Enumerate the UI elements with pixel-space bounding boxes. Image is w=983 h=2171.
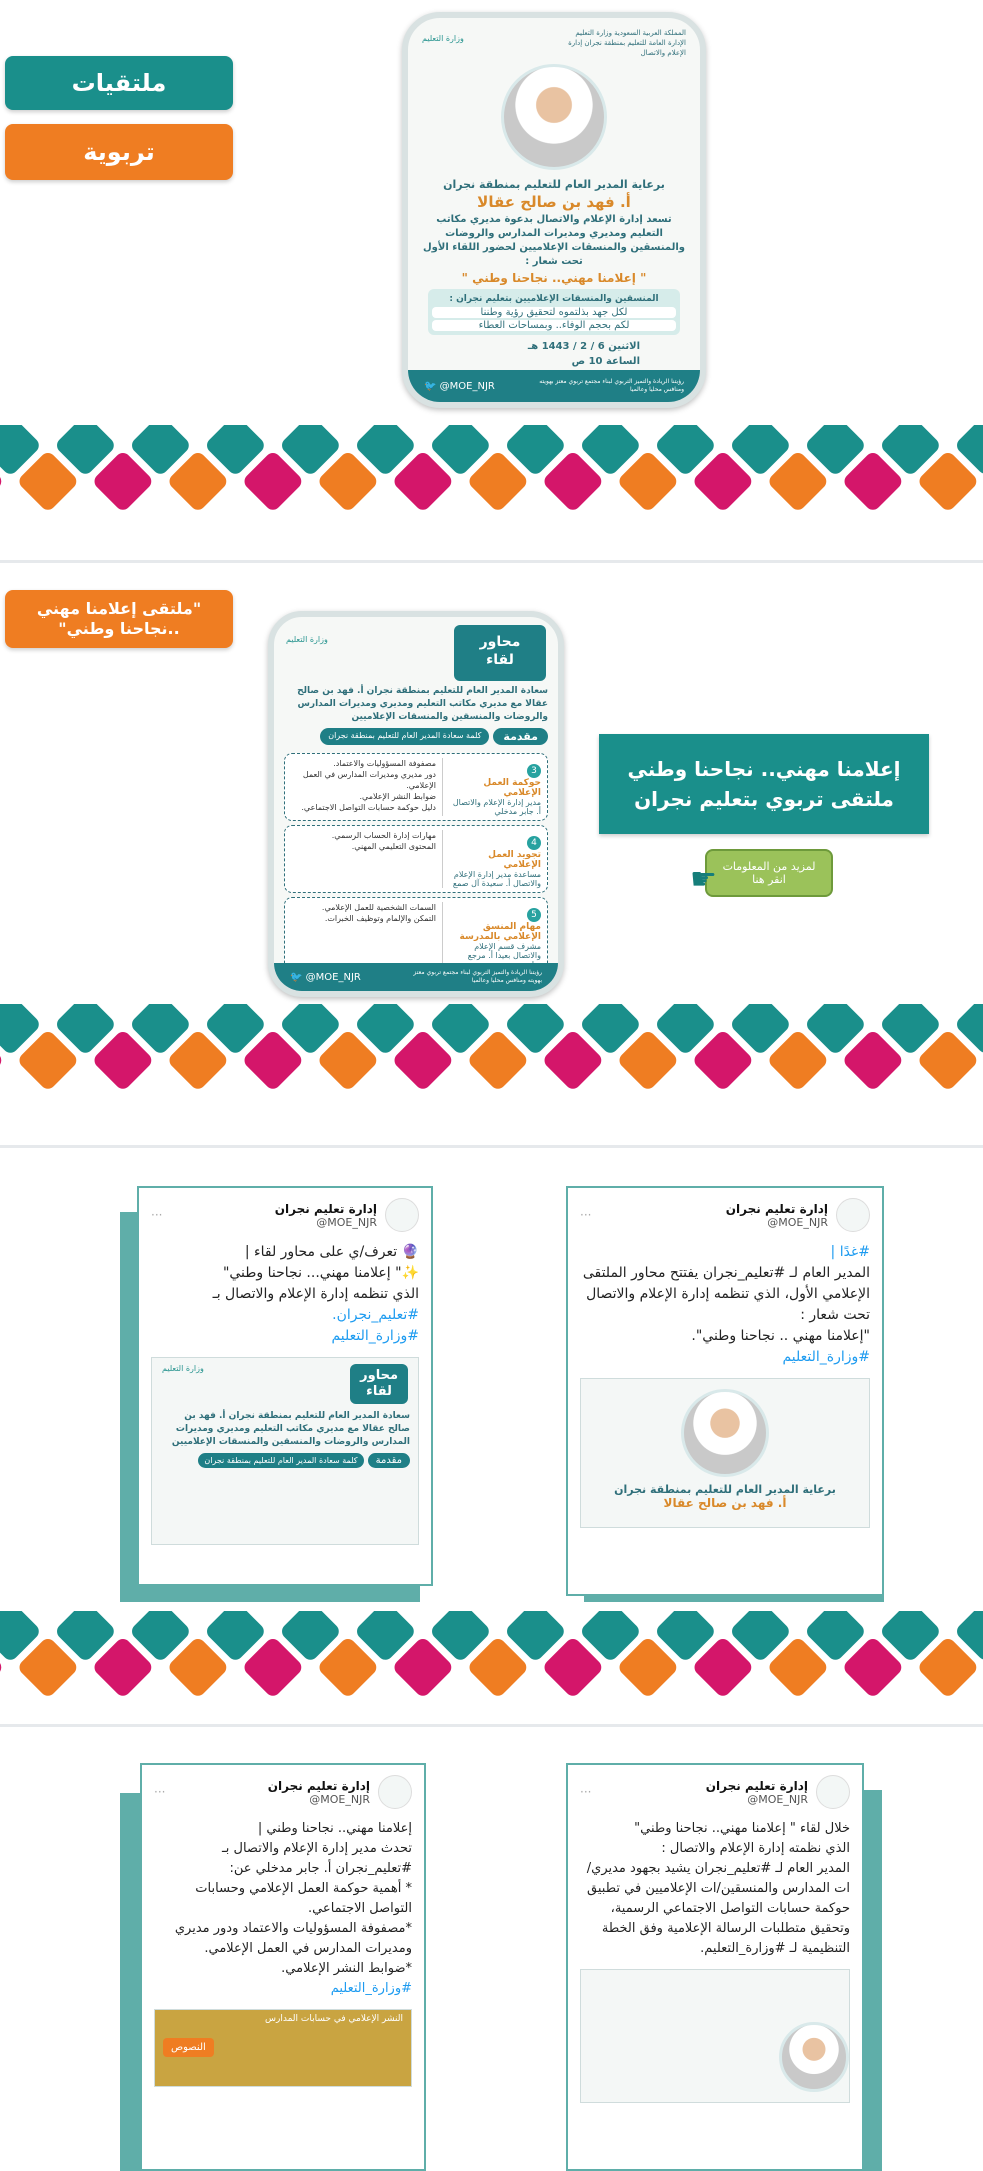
invite-text: تسعد إدارة الإعلام والاتصال بدعوة مديري مكاتب التعليم ومديري ومديرات المدارس والروضات والمنسقين والمنسقات الإعلاميين لحضور اللقاء الأول تحت شعار : [423,214,685,267]
twitter-icon: 🐦 [424,380,440,392]
badge-line-2: لقاء [366,1384,392,1399]
topic-speaker: مشرف قسم الإعلام والاتصال بعيدا أ. مرجع [467,942,541,960]
vision-text: رؤيتنا الريادة والتميز التربوي لبناء مجتمع تربوي معتز بهويته ومنافس محليا وعالميا [539,378,684,393]
thanks-box [428,289,680,335]
twitter-handle-text: @MOE_NJR [305,971,361,983]
director-photo [681,1389,769,1477]
more-options-icon[interactable]: ··· [151,1208,163,1222]
tweet-line: الذي نظمته إدارة الإعلام والاتصال : [661,1841,850,1856]
director-photo [501,64,607,170]
topic-point: مصفوفة المسؤوليات والاعتماد. [333,759,436,768]
education-button[interactable]: تربوية [5,124,233,180]
topic-title: تجويد العمل الإعلامي [488,850,541,870]
topic-point: المحتوى التعليمي المهني. [351,842,436,851]
ministry-logo-icon [836,1198,870,1232]
tag-word: كلمة سعادة المدير العام للتعليم بمنطقة نجران [198,1453,363,1468]
tweet-line: إعلامنا مهني.. نجاحنا وطني | [257,1821,412,1836]
more-options-icon[interactable]: ··· [580,1785,592,1799]
tweet-line: #تعليم_نجران أ. جابر مدخلي عن: [229,1861,412,1876]
tweet-line: *مصفوفة المسؤوليات والاعتماد ودور مديري ومديرات المدارس في العمل الإعلامي. [174,1921,412,1956]
image-title: النشر الإعلامي في حسابات المدارس [265,2014,403,2024]
tag-intro: مقدمة [493,728,548,745]
tweet-handle: @MOE_NJR [316,1215,377,1229]
intro-tags [152,1449,418,1472]
tweet-line[interactable]: #وزارة_التعليم [331,1328,419,1344]
tweet-line: خلال لقاء " إعلامنا مهني.. نجاحنا وطني" [634,1821,850,1836]
tweet-image[interactable] [580,1969,850,2103]
tweet-line: "إعلامنا مهني .. نجاحنا وطني". [691,1328,870,1344]
tweet-body [151,1242,419,1347]
info-line-1: إعلامنا مهني.. نجاحنا وطني [627,757,901,781]
topic-point: دور مديري ومديرات المدارس في العمل الإعلامي. [302,770,436,790]
twitter-handle [290,972,361,983]
topic-heading [449,758,541,816]
event-time: الساعة 10 ص [571,356,640,367]
forum-info-box [599,734,929,834]
ministry-logo-icon: وزارة التعليم [286,635,328,644]
topics-intro: سعادة المدير العام للتعليم بمنطقة نجران أ. فهد بن صالح عقالا مع مديري مكاتب التعليم ومديري ومديرات المدارس والروضات والمنسقين والمنسقات الإعلاميين [297,686,548,722]
ministry-logo-icon [816,1775,850,1809]
tweet-line[interactable]: #وزارة_التعليم [782,1349,870,1365]
twitter-handle [424,381,495,392]
twitter-icon: 🐦 [290,971,306,983]
slogan-text: " إعلامنا مهني.. نجاحنا وطني " [461,271,647,285]
poster-header [408,18,700,58]
topics-badge [454,625,546,681]
topic-speaker: مساعدة مدير إدارة الإعلام والاتصال أ. سعيدة آل صمع [452,870,541,888]
patronage-text: برعاية المدير العام للتعليم بمنطقة نجران [443,178,665,191]
tweet-line: الذي تنظمه إدارة الإعلام والاتصال بـ [212,1286,419,1302]
tweet-body [580,1242,870,1368]
more-info-line-1: لمزيد من المعلومات [722,860,816,873]
tweet-line: *ضوابط النشر الإعلامي. [281,1961,412,1976]
pointing-hand-icon: ☛ [690,862,717,897]
topic-number: 3 [527,764,541,778]
twitter-handle-text: @MOE_NJR [439,380,495,392]
tweet-author: إدارة تعليم نجران [705,1778,808,1793]
ministry-logo-icon: وزارة التعليم [422,34,464,43]
decorative-band-2 [0,1004,983,1134]
tag-word: كلمة سعادة المدير العام للتعليم بمنطقة نجران [320,728,489,745]
badge-line-1: محاور [360,1368,398,1383]
topic-point: مهارات إدارة الحساب الرسمي. [331,831,436,840]
topics-badge [350,1364,408,1404]
invitation-poster [402,12,706,408]
ministry-text: المملكة العربية السعودية وزارة التعليم الإدارة العامة للتعليم بمنطقة نجران إدارة الإعلام والاتصال [568,29,686,57]
decorative-band-3 [0,1611,983,1741]
image-name: أ. فهد بن صالح عقالا [663,1496,787,1510]
tweet-body [154,1819,412,1999]
more-options-icon[interactable]: ··· [154,1785,166,1799]
intro-tags [274,728,558,745]
tweet-image[interactable] [151,1357,419,1545]
forum-button[interactable]: "ملتقى إعلامنا مهني ..نجاحنا وطني" [5,590,233,648]
tweet-line: * أهمية حوكمة العمل الإعلامي وحسابات التواصل الاجتماعي. [195,1881,412,1916]
tweet-handle: @MOE_NJR [767,1215,828,1229]
director-name: أ. فهد بن صالح عقالا [477,193,631,211]
tweet-header [580,1198,870,1232]
thanks-line-2: لكم بحجم الوفاء.. وبمساحات العطاء [432,320,676,331]
diamond-pattern [0,425,983,555]
more-options-icon[interactable]: ··· [580,1208,592,1222]
image-caption: برعاية المدير العام للتعليم بمنطقة نجران [614,1483,836,1496]
tweet-header [151,1198,419,1232]
topic-section [284,753,548,821]
topic-section [284,825,548,893]
poster-footer [274,963,558,991]
tweet-line: #غدًا | [830,1244,870,1260]
topic-speaker: مدير إدارة الإعلام والاتصال أ. جابر مدخلي [452,798,541,816]
topic-title: مهام المنسق الإعلامي بالمدرسة [459,922,541,942]
topic-point: ضوابط النشر الإعلامي. [359,792,436,801]
tweet-handle: @MOE_NJR [309,1792,370,1806]
topic-point: السمات الشخصية للعمل الإعلامي. [321,903,436,912]
tweet-author: إدارة تعليم نجران [267,1778,370,1793]
ministry-logo-icon [378,1775,412,1809]
event-date: الاثنين 6 / 2 / 1443 هـ [527,341,640,352]
diamond-pattern [0,1611,983,1741]
tweet-line: المدير العام لـ #تعليم_نجران يفتتح محاور الملتقى الإعلامي الأول، الذي تنظمه إدارة الإعلام والاتصال تحت شعار : [582,1265,870,1323]
separator-1 [0,560,983,563]
poster-footer [408,370,700,402]
tweet-line[interactable]: #وزارة_التعليم [330,1981,412,1996]
topic-number: 4 [527,836,541,850]
tweet-body [580,1819,850,1959]
tweet-author: إدارة تعليم نجران [725,1201,828,1216]
thanks-title: المنسقين والمنسقات الإعلاميين بتعليم نجران : [449,294,659,304]
director-photo [779,2022,849,2092]
tweet-image[interactable] [154,2009,412,2087]
tweet-handle: @MOE_NJR [747,1792,808,1806]
more-info-line-2: انقر هنا [752,873,786,886]
topic-heading [449,902,541,969]
diamond-pattern [0,1004,983,1134]
separator-2 [0,1145,983,1148]
tweet-line: تحدث مدير إدارة الإعلام والاتصال بـ [221,1841,412,1856]
tweet-line: المدير العام لـ #تعليم_نجران يشيد بجهود مديري/ات المدارس والمنسقين/ات الإعلاميين في تطبيق حوكمة حسابات التواصل الاجتماعي الرسمية، وتحقيق متطلبات الرسالة الإعلامية وفق الخطة التنظيمية لـ #وزارة_التعليم. [586,1861,850,1956]
tweet-line: ✨" إعلامنا مهني... نجاحنا وطني" [222,1265,419,1281]
tweet-line: 🔮 تعرف/ي على محاور لقاء | [244,1244,419,1260]
image-label: النصوص [163,2038,214,2057]
badge-line-2: لقاء [486,652,514,668]
topics-intro: سعادة المدير العام للتعليم بمنطقة نجران أ. فهد بن صالح عقالا مع مديري مكاتب التعليم ومديري ومديرات المدارس والروضات والمنسقين والمنسقات الإعلاميين [171,1411,410,1447]
topic-points [291,758,443,816]
tweet-author: إدارة تعليم نجران [274,1201,377,1216]
topics-sections [274,745,558,982]
ministry-logo-icon: وزارة التعليم [162,1364,204,1373]
topic-number: 5 [527,908,541,922]
topic-heading [449,830,541,888]
info-line-2: ملتقى تربوي بتعليم نجران [634,787,894,811]
badge-line-1: محاور [479,634,521,650]
thanks-line-1: لكل جهد بذلتموه لتحقيق رؤية وطننا [432,307,676,318]
tweet-header [580,1775,850,1809]
topic-points [291,902,443,969]
tweet-image[interactable] [580,1378,870,1528]
topic-point: دليل حوكمة حسابات التواصل الاجتماعي. [301,803,436,812]
ministry-logo-icon [385,1198,419,1232]
tweet-card-2[interactable] [137,1186,433,1586]
tweet-card-1[interactable] [566,1186,884,1596]
topic-title: حوكمة العمل الإعلامي [483,778,541,798]
separator-3 [0,1724,983,1727]
topics-poster [268,611,564,997]
tweet-header [154,1775,412,1809]
tweet-card-4[interactable] [140,1763,426,2171]
tag-intro: مقدمة [368,1453,410,1468]
more-info-button[interactable] [705,849,833,897]
tweet-card-3[interactable] [566,1763,864,2171]
attachments-button[interactable]: ملتقيات [5,56,233,110]
decorative-band-1 [0,425,983,555]
tweet-line[interactable]: #تعليم_نجران. [332,1307,419,1323]
topic-point: التمكن والإلمام وتوظيف الخبرات. [324,914,436,923]
topic-points [291,830,443,888]
vision-text: رؤيتنا الريادة والتميز التربوي لبناء مجتمع تربوي معتز بهويته ومنافس محليا وعالميا [413,969,542,984]
